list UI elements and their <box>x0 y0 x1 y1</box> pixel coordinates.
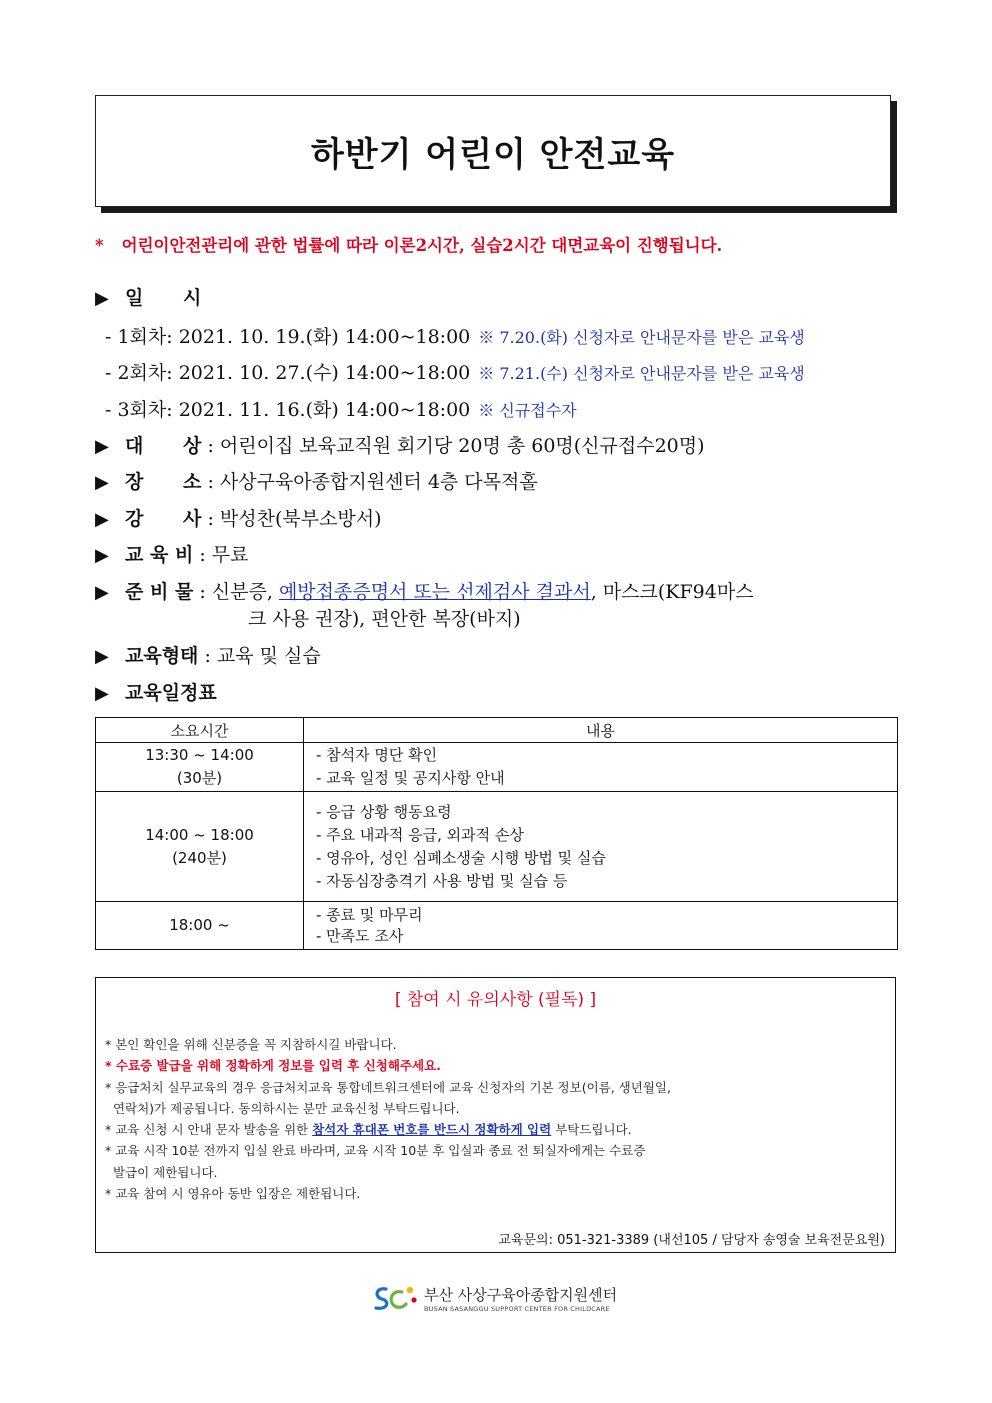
instructor-label: 강 사 <box>125 508 202 530</box>
format-value: : 교육 및 실습 <box>204 645 321 667</box>
schedule-table <box>95 717 898 950</box>
place-label: 장 소 <box>125 471 202 493</box>
date-section <box>95 283 201 310</box>
header-content: 내용 <box>304 718 898 743</box>
header-time: 소요시간 <box>96 718 304 743</box>
caution-item: 발급이 제한됩니다. <box>105 1164 218 1180</box>
caution-item-text: * 교육 신청 시 안내 문자 발송을 위한 <box>105 1122 313 1138</box>
content-cell <box>304 743 898 792</box>
footer-logo <box>372 1283 617 1313</box>
list-item: - 참석자 명단 확인 <box>316 746 438 764</box>
list-item: - 교육 일정 및 공지사항 안내 <box>316 769 505 787</box>
arrow-icon: ▶ <box>95 646 109 667</box>
instructor-row <box>95 504 382 531</box>
time-range: 14:00 ~ 18:00 <box>145 825 254 844</box>
timetable-heading <box>95 678 217 705</box>
time-cell <box>96 902 304 950</box>
materials-row <box>95 577 754 604</box>
list-item: - 종료 및 마무리 <box>316 905 423 924</box>
session-note: ※ 7.20.(화) 신청자로 안내문자를 받은 교육생 <box>478 328 805 347</box>
arrow-icon: ▶ <box>95 545 109 566</box>
target-label: 대 상 <box>125 435 202 457</box>
list-item: - 주요 내과적 응급, 외과적 손상 <box>316 825 524 844</box>
target-row <box>95 431 705 458</box>
caution-title: [ 참여 시 유의사항 (필독) ] <box>394 990 597 1010</box>
session-text: - 3회차: 2021. 11. 16.(화) 14:00~18:00 <box>105 399 471 421</box>
org-name: 부산 사상구육아종합지원센터 <box>424 1285 618 1304</box>
duration: (30분) <box>176 769 223 787</box>
list-item: - 응급 상황 행동요령 <box>316 802 452 821</box>
notice-text: 어린이안전관리에 관한 법률에 따라 이론2시간, 실습2시간 대면교육이 진행됩니다. <box>121 236 723 255</box>
table-header-row <box>96 718 898 743</box>
list-item: - 자동심장충격기 사용 방법 및 실습 등 <box>316 871 568 890</box>
caution-item: * 응급처치 실무교육의 경우 응급처치교육 통합네트워크센터에 교육 신청자의 기본 정보(이름, 생년월일, <box>105 1079 671 1095</box>
session-note: ※ 7.21.(수) 신청자로 안내문자를 받은 교육생 <box>478 364 805 383</box>
place-value: : 사상구육아종합지원센터 4층 다목적홀 <box>207 471 538 493</box>
date-label: 일 시 <box>125 287 202 309</box>
target-value: : 어린이집 보육교직원 회기당 20명 총 60명(신규접수20명) <box>207 435 705 457</box>
list-item: - 영유아, 성인 심폐소생술 시행 방법 및 실습 <box>316 848 606 867</box>
contact-info: 교육문의: 051-321-3389 (내선105 / 담당자 송영술 보육전문요원) <box>498 1233 885 1248</box>
time-cell <box>96 792 304 902</box>
materials-highlight: 예방접종증명서 또는 선제검사 결과서 <box>278 581 591 603</box>
caution-list <box>105 1034 895 1204</box>
content-cell <box>304 902 898 950</box>
session-text: - 1회차: 2021. 10. 19.(화) 14:00~18:00 <box>105 326 471 348</box>
org-eng: BUSAN SASANGGU SUPPORT CENTER FOR CHILDCARE <box>424 1304 610 1313</box>
arrow-icon: ▶ <box>95 509 109 530</box>
materials-label: 준 비 물 <box>125 581 194 603</box>
materials-suffix: , 마스크(KF94마스 <box>590 581 754 603</box>
timetable-label: 교육일정표 <box>125 682 217 704</box>
caution-item: * 본인 확인을 위해 신분증을 꼭 지참하시길 바랍니다. <box>105 1037 397 1052</box>
session-text: - 2회차: 2021. 10. 27.(수) 14:00~18:00 <box>105 362 471 384</box>
list-item: - 만족도 조사 <box>316 926 404 945</box>
table-row <box>96 743 898 792</box>
time-range: 18:00 ~ <box>169 916 230 934</box>
arrow-icon: ▶ <box>95 436 109 457</box>
page-title: 하반기 어린이 안전교육 <box>310 134 676 175</box>
instructor-value: : 박성찬(북부소방서) <box>207 508 382 530</box>
caution-item: 연락처)가 제공됩니다. 동의하시는 분만 교육신청 부탁드립니다. <box>105 1100 460 1116</box>
arrow-icon: ▶ <box>95 472 109 493</box>
time-cell <box>96 743 304 792</box>
caution-box <box>95 977 896 1253</box>
format-label: 교육형태 <box>125 645 199 667</box>
session-2 <box>105 358 805 385</box>
session-1 <box>105 322 805 349</box>
arrow-icon: ▶ <box>95 288 109 309</box>
materials-prefix: : 신분증, <box>199 581 279 603</box>
arrow-icon: ▶ <box>95 582 109 603</box>
duration: (240분) <box>172 848 227 867</box>
phone-suffix: 부탁드립니다. <box>551 1122 632 1138</box>
table-row <box>96 792 898 902</box>
phone-emphasis: 참석자 휴대폰 번호를 반드시 정확하게 입력 <box>312 1122 552 1138</box>
caution-item <box>105 1119 895 1140</box>
fee-value: : 무료 <box>199 544 249 566</box>
notice-line <box>95 232 900 256</box>
org-text <box>424 1284 617 1313</box>
fee-label: 교 육 비 <box>125 544 194 566</box>
fee-row <box>95 540 249 567</box>
place-row <box>95 467 538 494</box>
time-range: 13:30 ~ 14:00 <box>145 746 254 764</box>
scc-logo-icon <box>372 1283 418 1313</box>
content-cell <box>304 792 898 902</box>
notice-star: * <box>95 236 104 255</box>
caution-item: * 교육 참여 시 영유아 동반 입장은 제한됩니다. <box>105 1186 361 1202</box>
caution-item-emphasis: * 수료증 발급을 위해 정확하게 정보를 입력 후 신청해주세요. <box>105 1058 441 1074</box>
title-box <box>95 95 891 207</box>
session-note: ※ 신규접수자 <box>478 401 577 420</box>
caution-item: * 교육 시작 10분 전까지 입실 완료 바라며, 교육 시작 10분 후 입실과 종료 전 퇴실자에게는 수료증 <box>105 1143 646 1159</box>
format-row <box>95 641 321 668</box>
table-row <box>96 902 898 950</box>
arrow-icon: ▶ <box>95 683 109 704</box>
session-3 <box>105 395 577 422</box>
materials-line2: 크 사용 권장), 편안한 복장(바지) <box>248 608 521 630</box>
